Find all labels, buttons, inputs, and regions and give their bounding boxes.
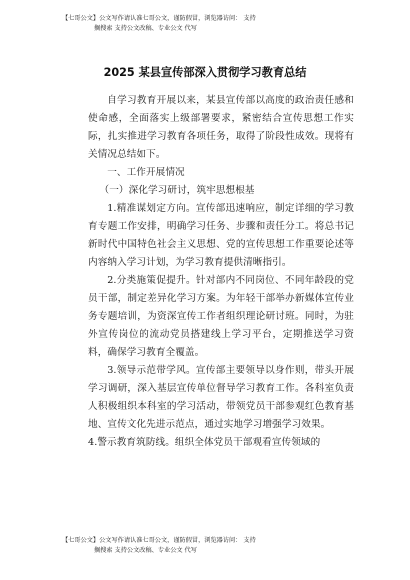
header-notice-line1: 【七哥公文】公文写作请认准七哥公文，谨防假冒，浏览器访问： 支持: [62, 15, 256, 22]
document-body: [88, 92, 354, 452]
footer-notice-line1: 【七哥公文】公文写作请认准七哥公文，谨防假冒，浏览器访问： 支持: [62, 537, 256, 544]
paragraph-2: 2.分类施策促提升。针对部内不同岗位、不同年龄段的党员干部，制定差异化学习方案。为年轻干部举办新媒体宣传业务专题培训，为资深宣传工作者组织理论研讨班。同时，为驻外宣传岗位的流动党员搭建线上学习平台，定期推送学习资料，确保学习教育全覆盖。: [88, 275, 354, 358]
footer-notice: [62, 536, 362, 556]
subsection-heading: （一）深化学习研讨，筑牢思想根基: [99, 185, 255, 196]
section-heading: 一、工作开展情况: [107, 167, 185, 178]
document-title: 2025 某县宣传部深入贯彻学习教育总结: [103, 66, 307, 79]
footer-notice-line2: 搁搜索 支持公文改稿、专业公文 代写: [94, 547, 197, 554]
intro-paragraph: 自学习教育开展以来，某县宣传部以高度的政治责任感和使命感，全面落实上级部署要求，紧密结合宣传思想工作实际，扎实推进学习教育各项任务，取得了阶段性成效。现将有关情况总结如下。: [88, 95, 354, 160]
header-notice-line2: 搁搜索 支持公文改稿、专业公文 代写: [94, 25, 197, 32]
header-notice: [62, 14, 362, 34]
paragraph-3: 3.领导示范带学风。宣传部主要领导以身作则，带头开展学习调研，深入基层宣传单位督导学习教育工作。各科室负责人积极组织本科室的学习活动，带领党员干部参观红色教育基地、宣传文化先进示范点，通过实地学习增强学习效果。: [88, 365, 354, 430]
paragraph-4: 4.警示教育筑防线。组织全体党员干部观看宣传领域的: [88, 437, 321, 448]
paragraph-1: 1.精准谋划定方向。宣传部迅速响应，制定详细的学习教育专题工作安排，明确学习任务、步骤和责任分工。将总书记新时代中国特色社会主义思想、党的宣传思想工作重要论述等内容纳入学习计划，为学习教育提供清晰指引。: [88, 203, 354, 268]
